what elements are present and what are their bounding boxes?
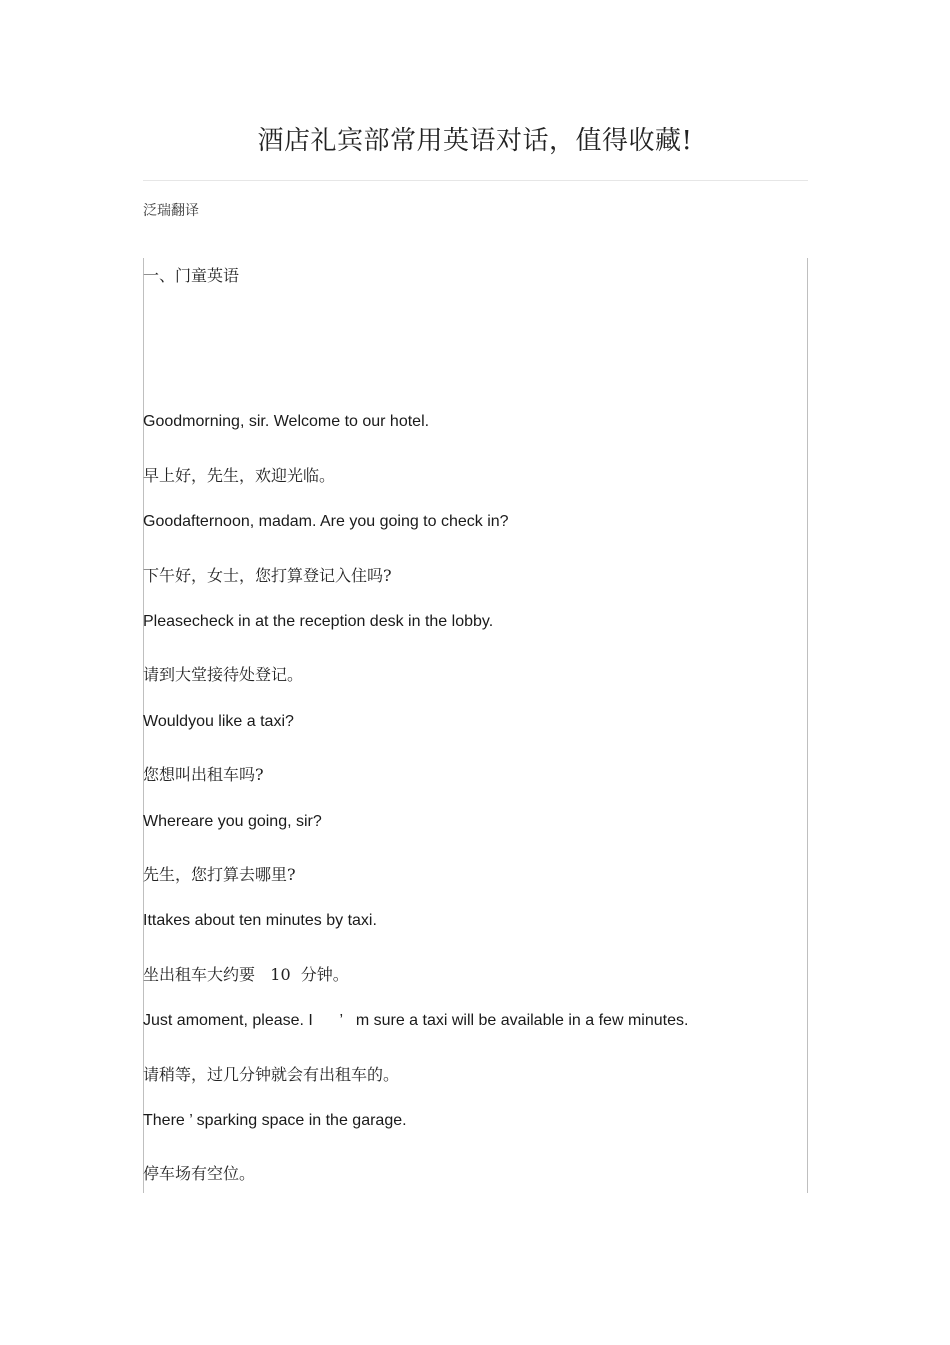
author-name: 泛瑞翻译	[143, 203, 199, 219]
dialogue-line-zh: 早上好，先生，欢迎光临。	[143, 466, 336, 485]
dialogue-line-en: Goodmorning, sir. Welcome to our hotel.	[143, 413, 430, 430]
section-heading: 一、门童英语	[143, 266, 240, 285]
dialogue-line-en: There ’ sparking space in the garage.	[143, 1112, 407, 1129]
dialogue-line-zh: 停车场有空位。	[143, 1164, 256, 1183]
document-title: 酒店礼宾部常用英语对话，值得收藏!	[257, 126, 693, 156]
dialogue-line-en: Whereare you going, sir?	[143, 813, 322, 830]
dialogue-line-zh: 请到大堂接待处登记。	[143, 665, 304, 684]
dialogue-line-zh: 请稍等，过几分钟就会有出租车的。	[143, 1065, 400, 1084]
dialogue-line-zh: 先生，您打算去哪里?	[143, 865, 296, 884]
dialogue-line-en: Wouldyou like a taxi?	[143, 713, 294, 730]
dialogue-line-zh: 坐出租车大约要 10 分钟。	[143, 965, 349, 984]
dialogue-line-zh: 下午好，女士，您打算登记入住吗?	[143, 566, 392, 585]
dialogue-line-zh: 您想叫出租车吗?	[143, 765, 264, 784]
dialogue-line-en: Goodafternoon, madam. Are you going to check in?	[143, 513, 509, 530]
dialogue-line-en: Pleasecheck in at the reception desk in the lobby.	[143, 613, 494, 630]
dialogue-line-en: Just amoment, please. I ’ m sure a taxi will be available in a few minutes.	[143, 1012, 689, 1029]
title-divider	[143, 180, 808, 181]
dialogue-line-en: Ittakes about ten minutes by taxi.	[143, 912, 377, 929]
